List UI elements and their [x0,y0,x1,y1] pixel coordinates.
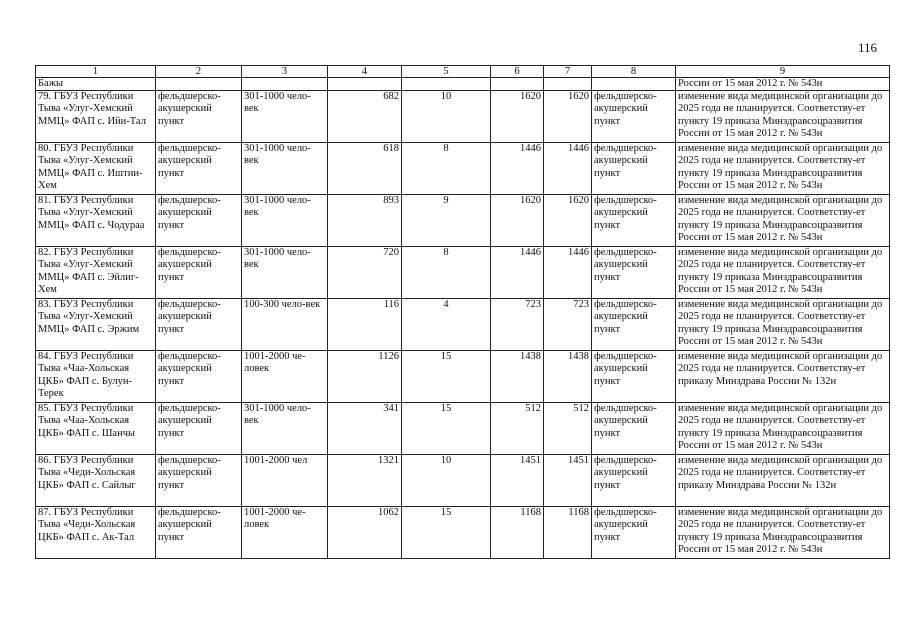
column-header: 4 [328,66,402,78]
cell-col6: 1168 [491,507,544,559]
cell-facility-type: фельдшерско-акушерский пункт [156,91,242,143]
cell-col6: 1438 [491,351,544,403]
cell-population: 301-1000 чело-век [242,143,328,195]
column-header: 6 [491,66,544,78]
cell-new-type: фельдшерско-акушерский пункт [592,351,676,403]
cell-col5: 15 [402,403,491,455]
cell-col5: 9 [402,195,491,247]
cell-note: изменение вида медицинской организации до 2025 года не планируется. Соответству-ет пункту 19 приказа Минздравсоцразвития России от 15 мая 2012 г. № 543н [676,195,890,247]
table-body [36,66,890,559]
column-header: 8 [592,66,676,78]
cell-col7: 1446 [544,143,592,195]
column-header: 2 [156,66,242,78]
cell-facility-type: фельдшерско-акушерский пункт [156,403,242,455]
cell-col7: 1620 [544,195,592,247]
cell-population: 1001-2000 че-ловек [242,507,328,559]
cell-population: 301-1000 чело-век [242,247,328,299]
cell-facility-name: 83. ГБУЗ Республики Тыва «Улуг-Хемский ММЦ» ФАП с. Эржим [36,299,156,351]
cell-population: 1001-2000 чел [242,455,328,507]
cell-note: изменение вида медицинской организации до 2025 года не планируется. Соответству-ет пункту 19 приказа Минздравсоцразвития России от 15 мая 2012 г. № 543н [676,403,890,455]
cell-new-type: фельдшерско-акушерский пункт [592,455,676,507]
cell-facility-name: 85. ГБУЗ Республики Тыва «Чаа-Хольская ЦКБ» ФАП с. Шанчы [36,403,156,455]
table-row [36,299,890,351]
page-number: 116 [858,40,878,55]
cell-facility-name: 79. ГБУЗ Республики Тыва «Улуг-Хемский ММЦ» ФАП с. Ийи-Тал [36,91,156,143]
table-row [36,403,890,455]
cell-col4: 618 [328,143,402,195]
cell-col5: 10 [402,91,491,143]
cell-population: 1001-2000 че-ловек [242,351,328,403]
cell-note: изменение вида медицинской организации до 2025 года не планируется. Соответству-ет пункту 19 приказа Минздравсоцразвития России от 15 мая 2012 г. № 543н [676,91,890,143]
table-row [36,507,890,559]
cell-col5: 15 [402,351,491,403]
cell-col7: 1451 [544,455,592,507]
table-row [36,195,890,247]
cell-col6: 512 [491,403,544,455]
cell-note: изменение вида медицинской организации до 2025 года не планируется. Соответству-ет пункту 19 приказа Минздравсоцразвития России от 15 мая 2012 г. № 543н [676,507,890,559]
cell-new-type: фельдшерско-акушерский пункт [592,403,676,455]
column-header: 1 [36,66,156,78]
cell-facility-name: 84. ГБУЗ Республики Тыва «Чаа-Хольская ЦКБ» ФАП с. Булун-Терек [36,351,156,403]
cell-facility-type: фельдшерско-акушерский пункт [156,247,242,299]
cell-new-type: фельдшерско-акушерский пункт [592,247,676,299]
cell-new-type: фельдшерско-акушерский пункт [592,143,676,195]
cell-facility-name: 81. ГБУЗ Республики Тыва «Улуг-Хемский ММЦ» ФАП с. Чодураа [36,195,156,247]
facility-table [35,65,890,559]
cell-col7: 512 [544,403,592,455]
cell-col4: 1062 [328,507,402,559]
cell-new-type: фельдшерско-акушерский пункт [592,299,676,351]
cell-population: 301-1000 чело-век [242,403,328,455]
cell-facility-name: 82. ГБУЗ Республики Тыва «Улуг-Хемский ММЦ» ФАП с. Эйлиг-Хем [36,247,156,299]
cell-col6: 1451 [491,455,544,507]
continuation-note: России от 15 мая 2012 г. № 543н [676,78,890,91]
cell-col7: 1446 [544,247,592,299]
cell-facility-type: фельдшерско-акушерский пункт [156,351,242,403]
cell-new-type: фельдшерско-акушерский пункт [592,91,676,143]
cell-note: изменение вида медицинской организации до 2025 года не планируется. Соответству-ет приказу Минздрава России № 132н [676,351,890,403]
table-row [36,455,890,507]
cell-col5: 8 [402,143,491,195]
cell-facility-type: фельдшерско-акушерский пункт [156,299,242,351]
cell-col4: 341 [328,403,402,455]
cell-note: изменение вида медицинской организации до 2025 года не планируется. Соответству-ет приказу Минздрава России № 132н [676,455,890,507]
cell-population: 100-300 чело-век [242,299,328,351]
cell-col4: 720 [328,247,402,299]
column-header: 5 [402,66,491,78]
cell-col6: 1446 [491,143,544,195]
cell-note: изменение вида медицинской организации до 2025 года не планируется. Соответству-ет пункту 19 приказа Минздравсоцразвития России от 15 мая 2012 г. № 543н [676,299,890,351]
column-header-row [36,66,890,78]
cell-col7: 1620 [544,91,592,143]
cell-col5: 10 [402,455,491,507]
column-header: 3 [242,66,328,78]
cell-new-type: фельдшерско-акушерский пункт [592,507,676,559]
column-header: 9 [676,66,890,78]
cell-facility-name: 80. ГБУЗ Республики Тыва «Улуг-Хемский ММЦ» ФАП с. Иштии-Хем [36,143,156,195]
cell-population: 301-1000 чело-век [242,195,328,247]
cell-facility-type: фельдшерско-акушерский пункт [156,507,242,559]
cell-facility-name: 87. ГБУЗ Республики Тыва «Чеди-Хольская ЦКБ» ФАП с. Ак-Тал [36,507,156,559]
table-row [36,143,890,195]
table-row [36,351,890,403]
cell-population: 301-1000 чело-век [242,91,328,143]
cell-col6: 1620 [491,91,544,143]
table-row [36,247,890,299]
cell-col6: 1620 [491,195,544,247]
cell-col4: 893 [328,195,402,247]
cell-col4: 682 [328,91,402,143]
cell-col7: 1438 [544,351,592,403]
cell-col7: 1168 [544,507,592,559]
column-header: 7 [544,66,592,78]
cell-col5: 15 [402,507,491,559]
continuation-row [36,78,890,91]
cell-col4: 1321 [328,455,402,507]
cell-facility-type: фельдшерско-акушерский пункт [156,195,242,247]
cell-col5: 4 [402,299,491,351]
cell-new-type: фельдшерско-акушерский пункт [592,195,676,247]
cell-facility-name: 86. ГБУЗ Республики Тыва «Чеди-Хольская ЦКБ» ФАП с. Сайлыг [36,455,156,507]
continuation-name: Бажы [36,78,156,91]
cell-note: изменение вида медицинской организации до 2025 года не планируется. Соответству-ет пункту 19 приказа Минздравсоцразвития России от 15 мая 2012 г. № 543н [676,143,890,195]
cell-facility-type: фельдшерско-акушерский пункт [156,455,242,507]
cell-facility-type: фельдшерско-акушерский пункт [156,143,242,195]
cell-col4: 116 [328,299,402,351]
cell-col6: 1446 [491,247,544,299]
cell-col6: 723 [491,299,544,351]
cell-col7: 723 [544,299,592,351]
cell-note: изменение вида медицинской организации до 2025 года не планируется. Соответству-ет пункту 19 приказа Минздравсоцразвития России от 15 мая 2012 г. № 543н [676,247,890,299]
table-row [36,91,890,143]
cell-col5: 8 [402,247,491,299]
cell-col4: 1126 [328,351,402,403]
